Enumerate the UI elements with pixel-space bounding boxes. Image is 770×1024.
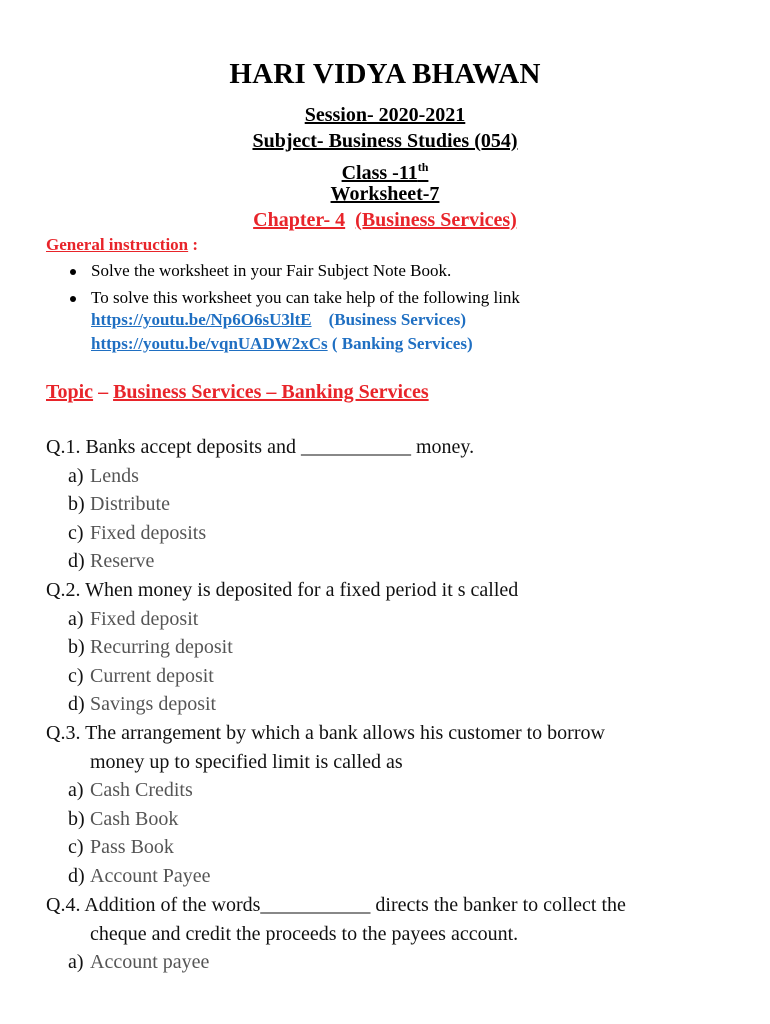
question-text-continued: money up to specified limit is called as <box>90 751 403 773</box>
school-name: HARI VIDYA BHAWAN <box>229 58 541 90</box>
answer-option: b) Recurring deposit <box>68 636 233 658</box>
answer-option: c) Fixed deposits <box>68 522 207 544</box>
answer-option: b) Cash Book <box>68 808 179 830</box>
question-text: Q.1. Banks accept deposits and ___________ money. <box>46 436 475 458</box>
general-instruction-heading: General instruction : <box>46 235 199 254</box>
video-link[interactable]: https://youtu.be/Np6O6sU3ltE <box>91 310 312 329</box>
question-text: Q.3. The arrangement by which a bank allows his customer to borrow <box>46 722 605 744</box>
subject-line: Subject- Business Studies (054) <box>252 130 518 152</box>
question-text-continued: cheque and credit the proceeds to the payees account. <box>90 923 519 945</box>
answer-option: c) Pass Book <box>68 836 174 858</box>
video-link-row <box>91 310 466 330</box>
class-line: Class -11th <box>341 160 429 184</box>
video-link-label: ( Banking Services) <box>331 334 473 353</box>
answer-option: d) Reserve <box>68 550 155 572</box>
question-text: Q.2. When money is deposited for a fixed period it s called <box>46 579 519 601</box>
topic-heading: Topic – Business Services – Banking Services <box>46 381 429 403</box>
answer-option: b) Distribute <box>68 493 170 515</box>
video-link-row <box>91 334 473 354</box>
video-link-label: (Business Services) <box>328 310 466 329</box>
answer-option: a) Account payee <box>68 951 210 973</box>
question-text: Q.4. Addition of the words___________ directs the banker to collect the <box>46 894 626 916</box>
chapter-line: Chapter- 4 (Business Services) <box>253 209 517 231</box>
session-line: Session- 2020-2021 <box>304 104 466 126</box>
answer-option: c) Current deposit <box>68 665 214 687</box>
bullet-icon <box>70 269 76 275</box>
worksheet-line: Worksheet-7 <box>330 183 440 205</box>
answer-option: a) Cash Credits <box>68 779 193 801</box>
video-link[interactable]: https://youtu.be/vqnUADW2xCs <box>91 334 328 353</box>
worksheet-page: HARI VIDYA BHAWAN Session- 2020-2021 Subject- Business Studies (054) Class -11th Worksheet-7 Chapter- 4 (Business Services) General instruction : Solve the worksheet in your Fair Subject Note Book. To solve this worksheet you can take help of the following link https://youtu.be/Np6O6sU3ltE (Business Services) https://youtu.be/vqnUADW2xCs ( Banking Services) Topic – Business Services – Banking Services Q.1. Banks accept deposits and ___________ money. a) Lends b) Distribute c) Fixed deposits d) Reserve Q.2. When money is deposited for a fixed period it s called a) Fixed deposit b) Recurring deposit c) Current deposit d) Savings deposit Q.3. The arrangement by which a bank allows his customer to borrow money up to specified limit is called as a) Cash Credits b) Cash Book c) Pass Book d) Account Payee Q.4. Addition of the words___________ directs the banker to collect the cheque and credit the proceeds to the payees account. a) Account payee <box>0 0 770 1024</box>
answer-option: d) Account Payee <box>68 865 211 887</box>
answer-option: a) Fixed deposit <box>68 608 199 630</box>
answer-option: d) Savings deposit <box>68 693 217 715</box>
answer-option: a) Lends <box>68 465 139 487</box>
bullet-icon <box>70 296 76 302</box>
